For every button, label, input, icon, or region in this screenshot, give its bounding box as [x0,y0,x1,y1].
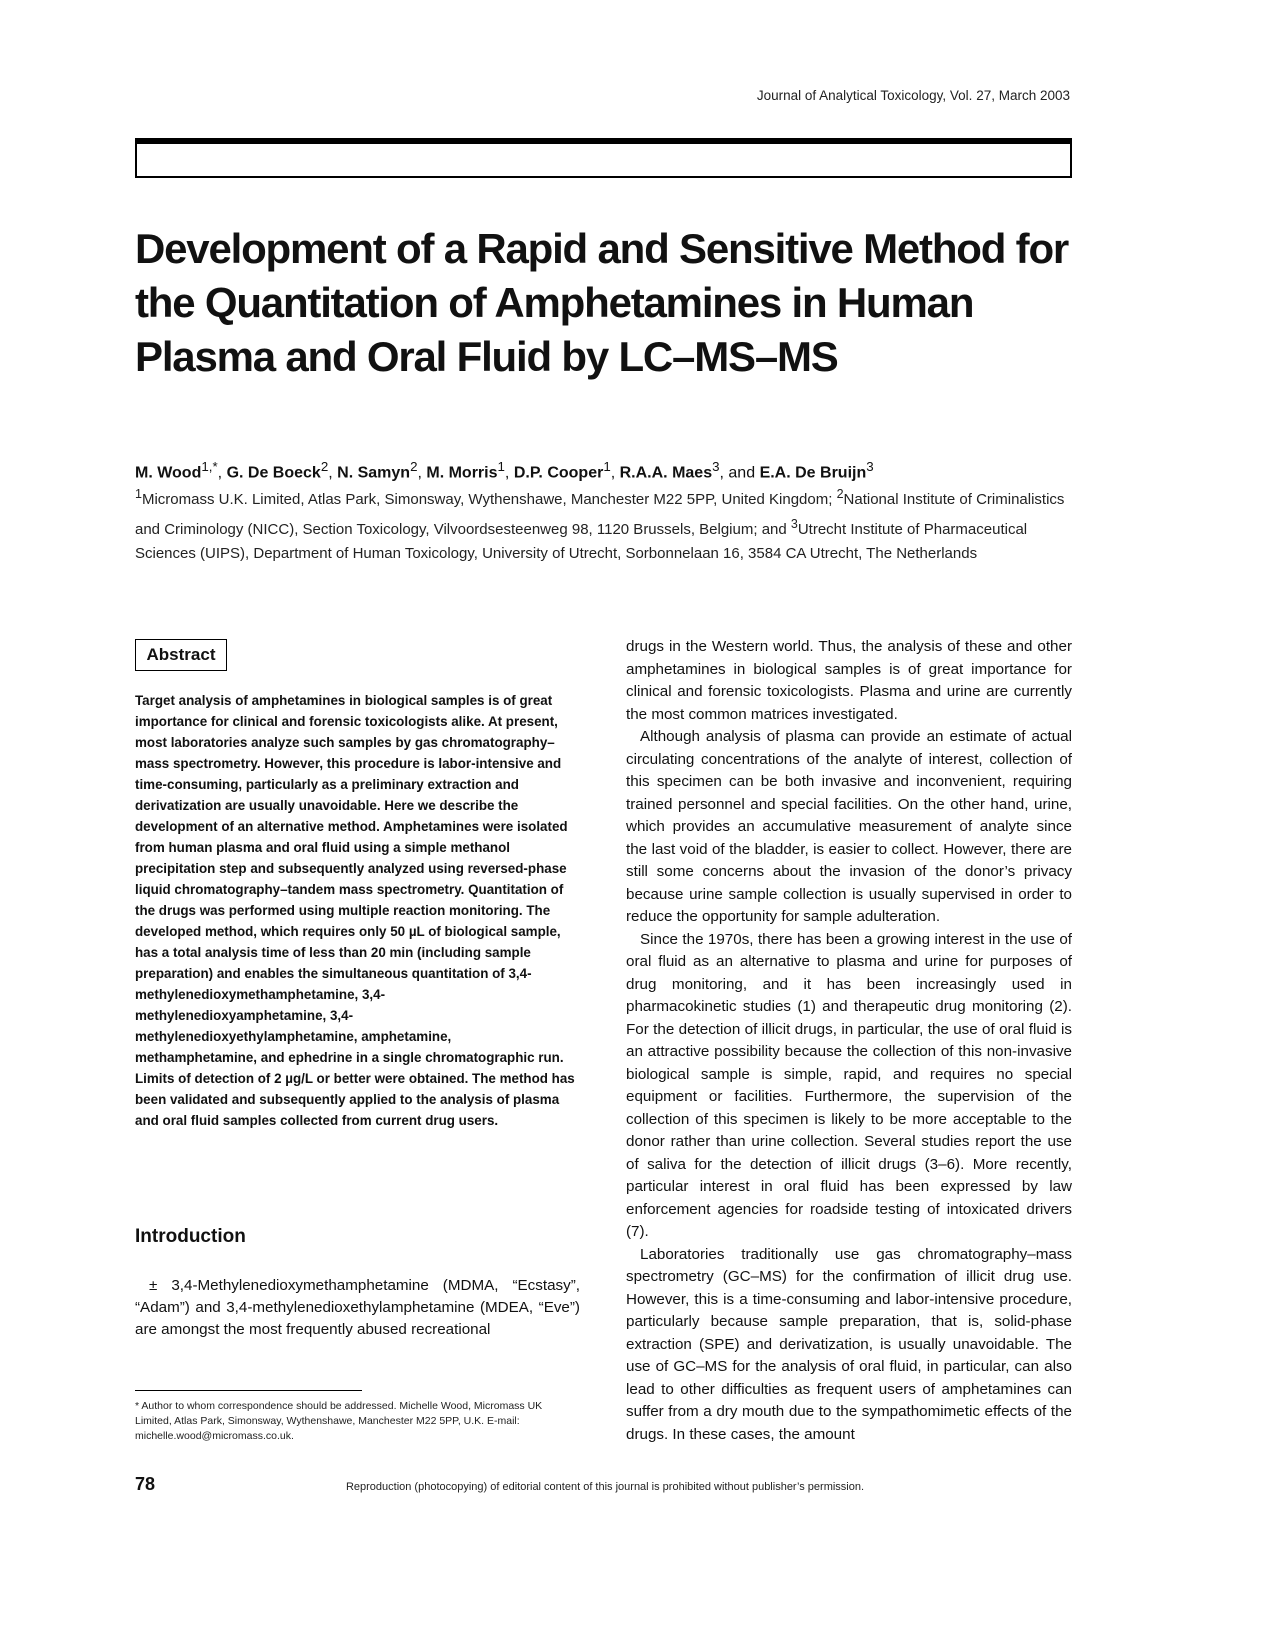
author-affil-mark: 3 [866,459,874,474]
body-paragraph: Although analysis of plasma can provide an estimate of actual circulating concentrations of the analyte of interest, collection of this specimen can be both invasive and inconvenient, requiring trained personnel and special facilities. On the other hand, urine, which provides an accumulative measurement of analyte since the last void of the bladder, is easier to collect. However, there are still some concerns about the invasion of the donor’s privacy because urine sample collection is usually supervised in order to reduce the opportunity for sample adulteration. [626,728,1072,925]
abstract-text: Target analysis of amphetamines in biological samples is of great importance for clinical and forensic toxicologists alike. At present, most laboratories analyze such samples by gas chromatography–mass spectrometry. However, this procedure is labor-intensive and time-consuming, particularly as a preliminary extraction and derivatization are usually unavoidable. Here we describe the development of an alternative method. Amphetamines were isolated from human plasma and oral fluid using a simple methanol precipitation step and subsequently analyzed using reversed-phase liquid chromatography–tandem mass spectrometry. Quantitation of the drugs was performed using multiple reaction monitoring. The developed method, which requires only 50 µL of biological sample, has a total analysis time of less than 20 min (including sample preparation) and enables the simultaneous quantitation of 3,4-methylenedioxymethamphetamine, 3,4-methylenedioxyamphetamine, 3,4-methylenedioxyethylamphetamine, amphetamine, methamphetamine, and ephedrine in a single chromatographic run. Limits of detection of 2 µg/L or better were obtained. The method has been validated and subsequently applied to the analysis of plasma and oral fluid samples collected from current drug users. [135,693,575,1128]
author-name: R.A.A. Maes [619,464,713,482]
author-name: N. Samyn [337,464,411,482]
author-name: M. Wood [135,464,202,482]
affil-text: Utrecht Institute of Pharmaceutical Sciences (UIPS), Department of Human Toxicology, University of Utrecht, Sorbonnelaan 16, 3584 CA Utrecht, The Netherlands [135,521,1028,562]
footnote: * Author to whom correspondence should be addressed. Michelle Wood, Micromass UK Limited, Atlas Park, Simonsway, Wythenshawe, Manchester M22 5PP, U.K. E-mail: michelle.wood@micromass.co.uk. [135,1400,543,1442]
affil-text: National Institute of Criminalistics and Criminology (NICC), Section Toxicology, Vilvoordsesteenweg 98, 1120 Brussels, Belgium; and [135,491,1065,538]
header-box [135,143,1072,178]
article-title: Development of a Rapid and Sensitive Method for the Quantitation of Amphetamines in Human Plasma and Oral Fluid by LC–MS–MS [135,225,1069,380]
journal-header: Journal of Analytical Toxicology, Vol. 27, March 2003 [756,88,1070,103]
author-list: M. Wood$^{1,*}$, G. De Boeck$^2$, N. Samyn$^2$, M. Morris$^1$, D.P. Cooper$^1$, R.A.A. Maes$^3$, and E.A. De Bruijn$^3$ [135,459,874,482]
affiliations [135,482,1075,566]
author-affil-mark: 1,* [201,459,218,474]
author-name: E.A. De Bruijn [759,464,867,482]
author-affil-mark: 2 [410,459,418,474]
footnote-rule [135,1390,362,1391]
author-name: G. De Boeck [226,464,321,482]
affil-mark: 1 [135,487,142,501]
author-affil-mark: 3 [712,459,720,474]
introduction-paragraph: ± 3,4-Methylenedioxymethamphetamine (MDMA, “Ecstasy”, “Adam”) and 3,4-methylenedioxethylamphetamine (MDEA, “Eve”) are amongst the most frequently abused recreational [135,1277,580,1338]
author-name: M. Morris [426,464,498,482]
body-paragraph: Since the 1970s, there has been a growing interest in the use of oral fluid as an alternative to plasma and urine for purposes of drug monitoring, and it has been increasingly used in pharmacokinetic studies (1) and therapeutic drug monitoring (2). For the detection of illicit drugs, in particular, the use of oral fluid is an attractive possibility because the collection of this non-invasive biological sample is simple, rapid, and requires no special equipment or facilities. Furthermore, the supervision of the collection of this specimen is likely to be more acceptable to the donor rather than urine collection. Several studies report the use of saliva for the detection of illicit drugs (3–6). More recently, particular interest in oral fluid has been expressed by law enforcement agencies for roadside testing of intoxicated drivers (7). [626,930,1072,1240]
body-paragraph: Laboratories traditionally use gas chromatography–mass spectrometry (GC–MS) for the confirmation of illicit drug use. However, this is a time-consuming and labor-intensive procedure, particularly because sample preparation, that is, solid-phase extraction (SPE) and derivatization, is usually unavoidable. The use of GC–MS for the analysis of oral fluid, in particular, can also lead to other difficulties as frequent users of amphetamines can suffer from a dry mouth due to the sympathomimetic effects of the drugs. In these cases, the amount [626,1245,1072,1443]
author-conjunction: and [728,464,756,482]
introduction-heading: Introduction [135,1226,246,1247]
body-paragraph: drugs in the Western world. Thus, the analysis of these and other amphetamines in biological samples is of great importance for clinical and forensic toxicologists. Plasma and urine are currently the most common matrices investigated. [626,638,1072,723]
affil-mark: 2 [836,487,844,501]
abstract-label: Abstract [135,639,227,671]
author-affil-mark: 1 [497,459,505,474]
author-affil-mark: 2 [320,459,329,474]
author-affil-mark: 1 [603,459,611,474]
author-name: D.P. Cooper [513,464,604,482]
affil-text: Micromass U.K. Limited, Atlas Park, Simonsway, Wythenshawe, Manchester M22 5PP, United Kingdom; [141,491,833,508]
affil-mark: 3 [790,517,798,531]
page-number: 78 [135,1474,156,1494]
right-column [626,636,1072,1446]
copyright-notice: Reproduction (photocopying) of editorial content of this journal is prohibited without publisher’s permission. [345,1481,865,1493]
